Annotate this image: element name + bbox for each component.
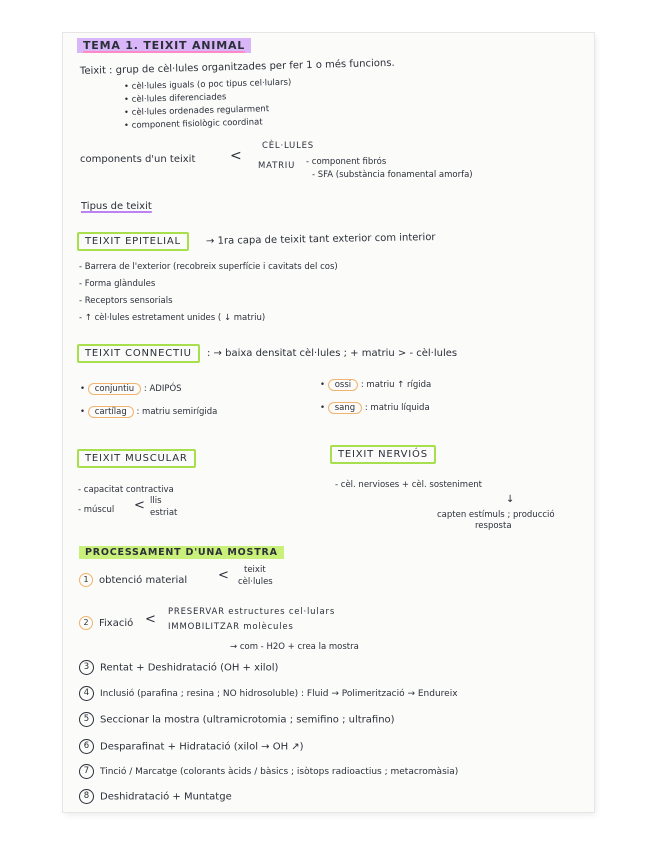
matrix-part: - component fibrós (306, 157, 387, 167)
brace-icon: < (218, 568, 229, 583)
process-step: 3 Rentat + Deshidratació (OH + xilol) (79, 660, 278, 675)
epitelial-item: - Forma glàndules (79, 279, 156, 289)
muscle-type: llis (150, 496, 162, 506)
bullet-item: • cèl·lules diferenciades (123, 92, 227, 105)
muscular-title: TEIXIT MUSCULAR (77, 453, 196, 465)
connectiu-desc: : → baixa densitat cèl·lules ; + matriu > - cèl·lules (207, 348, 458, 359)
bullet-item: • cèl·lules ordenades regularment (123, 104, 270, 118)
epitelial-item: - Barrera de l'exterior (recobreix superfície i cavitats del cos) (79, 262, 338, 272)
process-step: 7 Tinció / Marcatge (colorants àcids / bàsics ; isòtops radioactius ; metacromàsia) (79, 764, 458, 779)
process-step: 6 Desparafinat + Hidratació (xilol → OH ↗) (79, 739, 304, 754)
step-branch: teixit (244, 565, 266, 575)
step-note: → com - H2O + crea la mostra (230, 642, 359, 652)
epitelial-title: TEIXIT EPITELIAL (77, 236, 189, 248)
process-step: 2 Fixació (79, 616, 133, 630)
nervios-desc: - cèl. nervioses + cèl. sosteniment (335, 480, 483, 490)
nervios-title: TEIXIT NERVIÓS (330, 449, 436, 461)
connectiu-type: • ossi : matriu ↑ rígida (320, 380, 432, 390)
step-branch: IMMOBILITZAR molècules (168, 622, 294, 632)
process-title: PROCESSAMENT D'UNA MOSTRA (79, 547, 284, 559)
brace-icon: < (134, 498, 145, 513)
process-step: 8 Deshidratació + Muntatge (79, 789, 232, 804)
components-cells: CÈL·LULES (262, 141, 314, 151)
epitelial-desc: → 1ra capa de teixit tant exterior com interior (205, 231, 436, 247)
components-label: components d'un teixit (80, 154, 196, 165)
connectiu-type: • conjuntiu : ADIPÓS (80, 384, 182, 394)
definition-label: Teixit : (79, 65, 113, 77)
components-matrix: MATRIU (258, 161, 296, 171)
muscular-item: - capacitat contractiva (78, 485, 174, 495)
process-step: 5 Seccionar la mostra (ultramicrotomia ; semifino ; ultrafino) (79, 712, 395, 727)
nervios-note: capten estímuls ; producció (437, 510, 555, 520)
process-step: 4 Inclusió (parafina ; resina ; NO hidrosoluble) : Fluid → Polimerització → Endureix (79, 686, 458, 701)
types-heading: Tipus de teixit (81, 201, 152, 212)
process-step: 1 obtenció material (79, 573, 187, 587)
down-arrow-icon: ↓ (506, 494, 515, 505)
epitelial-item: - Receptors sensorials (79, 296, 173, 306)
connectiu-title: TEIXIT CONNECTIU (77, 348, 200, 360)
connectiu-type: • cartílag : matriu semirígida (80, 407, 218, 417)
bullet-item: • cèl·lules iguals (o poc tipus cel·lulars) (123, 77, 292, 92)
page-title: TEMA 1. TEIXIT ANIMAL (77, 40, 251, 52)
bullet-item: • component fisiològic coordinat (123, 117, 263, 131)
nervios-note: resposta (475, 521, 512, 531)
muscle-type: estriat (150, 508, 178, 518)
connectiu-type: • sang : matriu líquida (320, 403, 430, 413)
step-branch: cèl·lules (238, 577, 273, 587)
definition-text: grup de cèl·lules organitzades per fer 1 o més funcions. (115, 57, 395, 77)
brace-icon: < (230, 148, 242, 164)
matrix-part: - SFA (substància fonamental amorfa) (312, 170, 473, 180)
brace-icon: < (145, 612, 156, 627)
step-branch: PRESERVAR estructures cel·lulars (168, 607, 336, 617)
muscular-item: - múscul (78, 505, 115, 515)
epitelial-item: - ↑ cèl·lules estretament unides ( ↓ matriu) (79, 313, 266, 323)
